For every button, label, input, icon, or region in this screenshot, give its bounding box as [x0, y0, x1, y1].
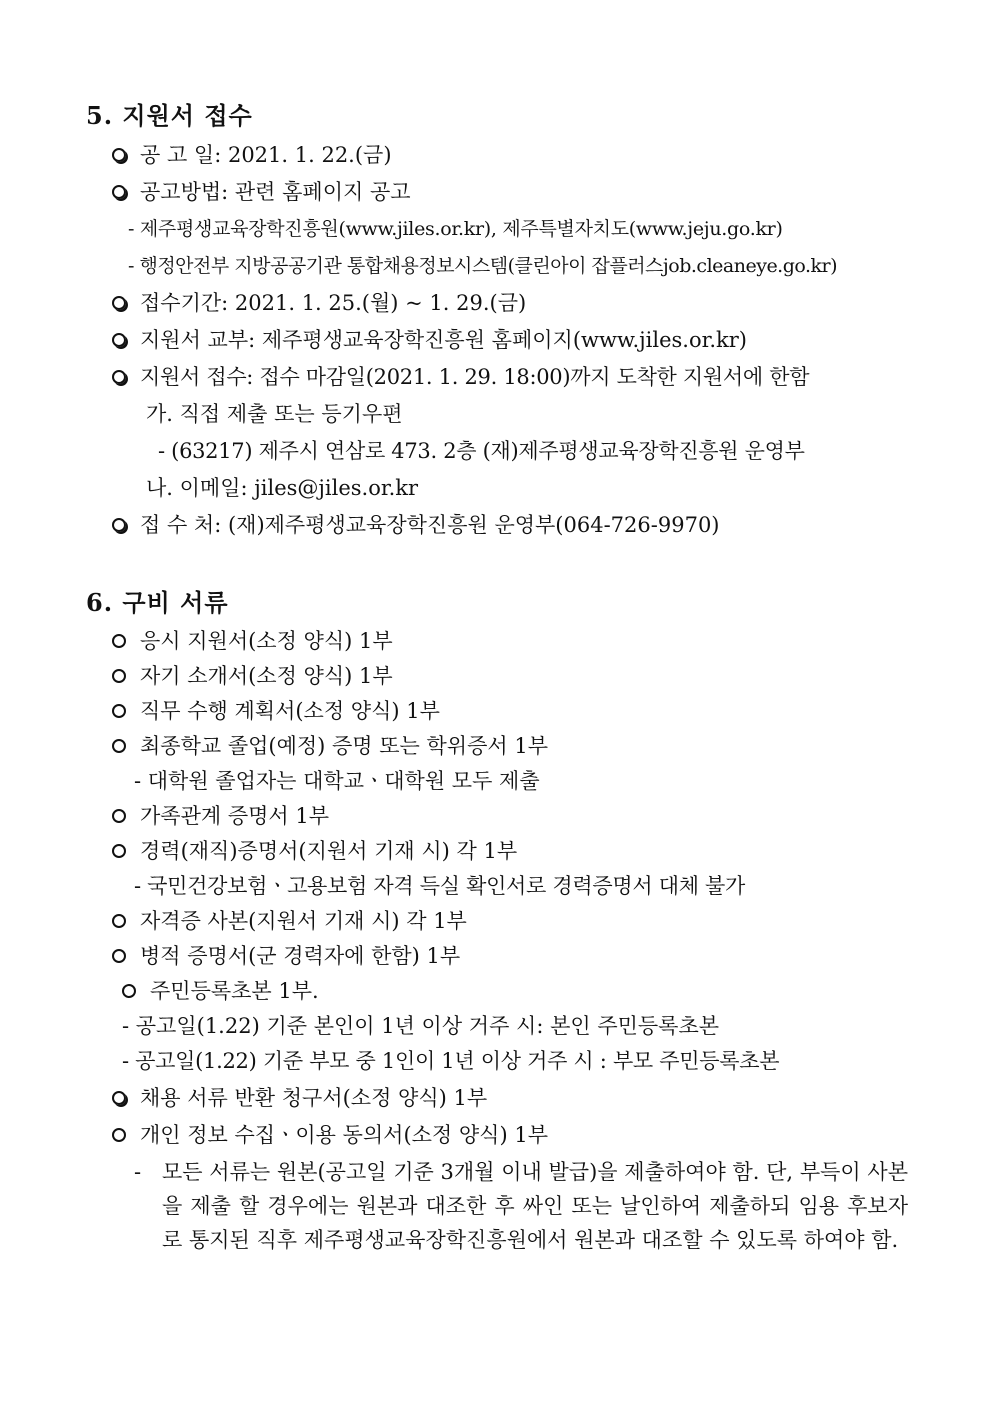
- note-paragraph: 모든 서류는 원본(공고일 기준 3개월 이내 발급)을 제출하여야 함. 단, 부득이 사본을 제출 할 경우에는 원본과 대조한 후 싸인 또는 날인하여 제출하되 임용 후보자로 통지된 직후 제주평생교육장학진흥원에서 원본과 대조할 수 있도록 하여야 함.: [162, 1160, 908, 1252]
- list-item: 경력(재직)증명서(지원서 기재 시) 각 1부: [112, 836, 517, 866]
- sub-item: - 행정안전부 지방공공기관 통합채용정보시스템(클린아이 잡플러스job.cleaneye.go.kr): [128, 255, 838, 277]
- note-dash: -: [134, 1160, 142, 1184]
- list-item: 공고방법: 관련 홈페이지 공고: [112, 177, 411, 207]
- circle-bullet-icon: [112, 333, 126, 347]
- list-item: 접수기간: 2021. 1. 25.(월) ~ 1. 29.(금): [112, 288, 526, 318]
- section-5-title: 5. 지원서 접수: [86, 101, 253, 130]
- list-item: 자격증 사본(지원서 기재 시) 각 1부: [112, 906, 467, 936]
- circle-bullet-icon: [122, 984, 136, 998]
- list-item: 접 수 처: (재)제주평생교육장학진흥원 운영부(064-726-9970): [112, 510, 720, 540]
- circle-bullet-icon: [112, 185, 126, 199]
- circle-bullet-icon: [112, 844, 126, 858]
- list-item: 채용 서류 반환 청구서(소정 양식) 1부: [112, 1083, 487, 1113]
- section-6-title: 6. 구비 서류: [86, 588, 229, 617]
- sub-item: 나. 이메일: jiles@jiles.or.kr: [146, 476, 419, 500]
- list-item: 개인 정보 수집ㆍ이용 동의서(소정 양식) 1부: [112, 1120, 548, 1150]
- sub-item: - 대학원 졸업자는 대학교ㆍ대학원 모두 제출: [134, 769, 540, 793]
- list-item: 가족관계 증명서 1부: [112, 801, 329, 831]
- list-item: 주민등록초본 1부.: [122, 976, 319, 1006]
- circle-bullet-icon: [112, 296, 126, 310]
- circle-bullet-icon: [112, 1091, 126, 1105]
- circle-bullet-icon: [112, 370, 126, 384]
- sub-item: - 제주평생교육장학진흥원(www.jiles.or.kr), 제주특별자치도(www.jeju.go.kr): [128, 218, 783, 240]
- circle-bullet-icon: [112, 1128, 126, 1142]
- sub-item: 가. 직접 제출 또는 등기우편: [146, 402, 403, 426]
- sub-item: - 국민건강보험ㆍ고용보험 자격 득실 확인서로 경력증명서 대체 불가: [134, 874, 746, 898]
- circle-bullet-icon: [112, 148, 126, 162]
- circle-bullet-icon: [112, 669, 126, 683]
- circle-bullet-icon: [112, 914, 126, 928]
- list-item: 병적 증명서(군 경력자에 한함) 1부: [112, 941, 460, 971]
- list-item: 지원서 접수: 접수 마감일(2021. 1. 29. 18:00)까지 도착한 지원서에 한함: [112, 362, 809, 392]
- circle-bullet-icon: [112, 809, 126, 823]
- list-item: 직무 수행 계획서(소정 양식) 1부: [112, 696, 440, 726]
- sub-item: - 공고일(1.22) 기준 부모 중 1인이 1년 이상 거주 시 : 부모 주민등록초본: [122, 1049, 780, 1073]
- list-item: 공 고 일: 2021. 1. 22.(금): [112, 140, 392, 170]
- circle-bullet-icon: [112, 949, 126, 963]
- list-item: 지원서 교부: 제주평생교육장학진흥원 홈페이지(www.jiles.or.kr): [112, 325, 747, 355]
- list-item: 자기 소개서(소정 양식) 1부: [112, 661, 393, 691]
- circle-bullet-icon: [112, 739, 126, 753]
- list-item: 응시 지원서(소정 양식) 1부: [112, 626, 393, 656]
- circle-bullet-icon: [112, 518, 126, 532]
- circle-bullet-icon: [112, 634, 126, 648]
- circle-bullet-icon: [112, 704, 126, 718]
- list-item: 최종학교 졸업(예정) 증명 또는 학위증서 1부: [112, 731, 548, 761]
- sub-item: - 공고일(1.22) 기준 본인이 1년 이상 거주 시: 본인 주민등록초본: [122, 1014, 720, 1038]
- sub-item: - (63217) 제주시 연삼로 473. 2층 (재)제주평생교육장학진흥원 운영부: [158, 439, 805, 463]
